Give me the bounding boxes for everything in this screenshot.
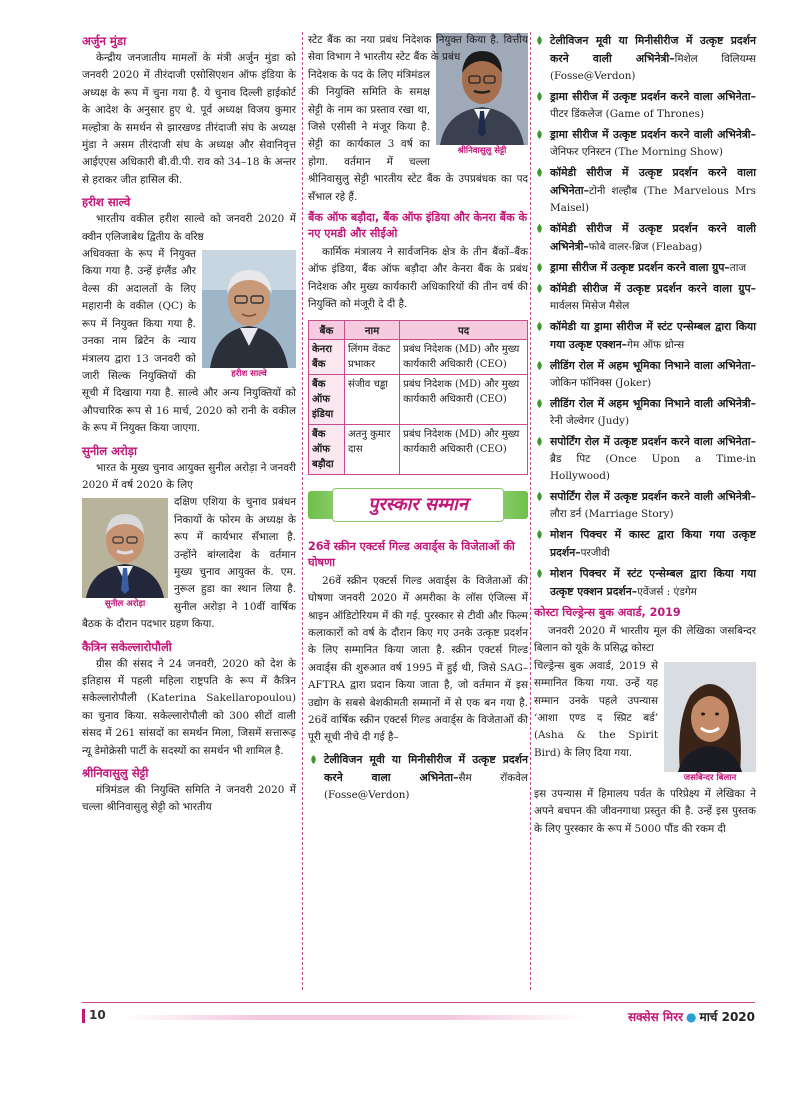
paragraph-katerina: ग्रीस की संसद ने 24 जनवरी, 2020 को देश के इतिहास में पहली महिला राष्ट्रपति के रूप में कैत्रिन सकेल्लारोपौली (Katerina Sakellaropoulou) का चुनाव किया. सकेल्लारोपौली को 300 सीटों वाली संसद में 261 सांसदों का समर्थन मिला, जिसमें सत्तारूढ़ न्यू डेमोक्रेसी पार्टी के सदस्यों का समर्थन भी शामिल है.: [82, 657, 296, 757]
leaf-bullet-icon: [535, 263, 544, 272]
cell-bank: बैंक ऑफ बड़ौदा: [309, 424, 345, 474]
portrait-sunil-arora: [82, 498, 168, 598]
heading-setty: श्रीनिवासुलु सेट्टी: [82, 766, 149, 781]
award-winner: पीटर डिंकलेज (Game of Thrones): [550, 108, 705, 120]
heading-bank-md-ceo: बैंक ऑफ बड़ौदा, बैंक ऑफ इंडिया और केनरा बैंक के नए एमडी और सीईओ: [308, 211, 528, 241]
leaf-bullet-icon: [535, 92, 544, 101]
caption-harish-salve: हरीश साल्वे: [231, 369, 267, 380]
column-header-post: पद: [400, 320, 528, 339]
list-item: [534, 488, 756, 523]
list-item: [534, 433, 756, 485]
award-category: कॉमेडी या ड्रामा सीरीज में स्टंट एन्सेम्बल द्वारा किया गया उत्कृष्ट एक्शन–: [550, 320, 756, 351]
paragraph-costa-intro: जनवरी 2020 में भारतीय मूल की लेखिका जसबिन्दर बिलान को यूके के प्रसिद्ध कोस्टा: [534, 625, 756, 655]
heading-costa-award: कोस्टा चिल्ड्रेन्स बुक अवार्ड, 2019: [534, 606, 681, 619]
award-winner: ब्रैड पिट (Once Upon a Time-in Hollywood): [550, 453, 756, 482]
page-number: [82, 1008, 106, 1023]
paragraph-setty-start: मंत्रिमंडल की नियुक्ति समिति ने जनवरी 2020 में चल्ला श्रीनिवासुलु सेट्टी को भारतीय: [82, 784, 296, 814]
cell-post: प्रबंध निदेशक (MD) और मुख्य कार्यकारी अधिकारी (CEO): [400, 339, 528, 374]
award-category: मोशन पिक्चर में कास्ट द्वारा किया गया उत्कृष्ट प्रदर्शन–: [550, 528, 756, 559]
award-winner: गेम ऑफ थ्रोन्स: [627, 339, 685, 351]
paragraph-sunil-arora-intro: भारत के मुख्य चुनाव आयुक्त सुनील अरोड़ा ने जनवरी 2020 में वर्ष 2020 के लिए: [82, 461, 296, 491]
cell-bank: बैंक ऑफ इंडिया: [309, 374, 345, 424]
leaf-bullet-icon: [535, 284, 544, 293]
award-winner: रेनी जेल्वेगर (Judy): [550, 415, 630, 427]
issue-month: मार्च 2020: [699, 1010, 755, 1024]
heading-sag-awards: 26वें स्क्रीन एक्टर्स गिल्ड अवार्ड्स के विजेताओं की घोषणा: [308, 539, 515, 569]
leaf-bullet-icon: [535, 130, 544, 139]
award-category: लीडिंग रोल में अहम भूमिका निभाने वाली अभिनेत्री–: [550, 397, 756, 410]
award-winner: जेनिफर एनिस्टन (The Morning Show): [550, 146, 723, 158]
leaf-bullet-icon: [535, 36, 544, 45]
section-banner: [308, 485, 528, 525]
banner-label: पुरस्कार सम्मान: [332, 488, 504, 522]
award-winner: मिशेल विलियम्स (Fosse@Verdon): [550, 53, 756, 82]
list-item: [308, 751, 528, 804]
table-row: [309, 424, 528, 474]
list-item: [534, 126, 756, 161]
paragraph-setty-cont-b: निदेशक के पद के लिए मंत्रिमंडल की नियुक्ति समिति के समक्ष सेट्टी के नाम का प्रस्ताव रखा था, जिसे एसीसी ने मंजूर किया है. सेट्टी का कार्यकाल 3 वर्ष का होगा. वर्तमान में चल्ला श्रीनिवासुलु सेट्टी भारतीय स्टेट बैंक के उपप्रबंधक का पद सँभाल रहे हैं.: [308, 68, 528, 203]
cell-post: प्रबंध निदेशक (MD) और मुख्य कार्यकारी अधिकारी (CEO): [400, 424, 528, 474]
award-category: कॉमेडी सीरीज में उत्कृष्ट प्रदर्शन करने वाला ग्रुप–: [550, 282, 756, 295]
paragraph-arjun-munda: केन्द्रीय जनजातीय मामलों के मंत्री अर्जुन मुंडा को जनवरी 2020 में तीरंदाजी एसोसिएशन ऑफ इंडिया के अध्यक्ष के रूप में चुना गया है. ये चुनाव दिल्ली हाईकोर्ट के आदेश के अनुसार हुए थे. पूर्व अध्यक्ष विजय कुमार मल्होत्रा के समर्थन से झारखण्ड तीरंदाजी संघ के अध्यक्ष मुंडा ने असम तीरंदाजी संघ के अध्यक्ष और सेवानिवृत्त आईएएस अधिकारी बी.वी.पी. राव को 34–18 के अन्तर से हराकर जीत हासिल की.: [82, 52, 296, 186]
award-category: ड्रामा सीरीज में उत्कृष्ट प्रदर्शन करने वाला अभिनेता–: [550, 90, 756, 103]
paragraph-bank-md-ceo: कार्मिक मंत्रालय ने सार्वजनिक क्षेत्र के तीन बैंकों–बैंक ऑफ इंडिया, बैंक ऑफ बड़ौदा और केनरा बैंक के प्रबंध निदेशक और मुख्य कार्यकारी अधिकारियों की तीन वर्ष की नियुक्ति को मंजूरी दे दी है.: [308, 246, 528, 311]
column-header-bank: बैंक: [309, 320, 345, 339]
dot-separator-icon: ●: [686, 1010, 697, 1024]
award-category: कॉमेडी सीरीज में उत्कृष्ट प्रदर्शन करने वाला अभिनेता–: [550, 166, 756, 197]
portrait-harish-salve: [202, 250, 296, 368]
cell-name: अतनु कुमार दास: [345, 424, 400, 474]
paragraph-setty-cont-a: स्टेट बैंक का नया प्रबंध निदेशक नियुक्त किया है. वित्तीय सेवा विभाग ने भारतीय स्टेट बैंक के प्रबंध: [308, 34, 528, 64]
column-divider: [302, 32, 303, 990]
list-item: [534, 395, 756, 430]
award-winner: ताज: [729, 262, 747, 274]
magazine-name: सक्सेस मिरर: [627, 1010, 684, 1024]
paragraph-harish-salve: अधिवक्ता के रूप में नियुक्त किया गया है. उन्हें इंग्लैंड और वेल्स की अदालतों के लिए महारानी के वकील (QC) के रूप में नियुक्त किया गया है. उनका नाम ब्रिटेन के न्याय मंत्रालय द्वारा 13 जनवरी को जारी सिल्क नियुक्तियों की सूची में दिखाया गया है. साल्वे और अन्य नियुक्तियों को औपचारिक रूप से 16 मार्च, 2020 को रानी के वकील के रूप में नियुक्त किया जाएगा.: [82, 248, 296, 435]
column-left: [82, 32, 296, 817]
magazine-tag: [628, 1008, 755, 1025]
caption-jasbinder-bilan: जसबिन्दर बिलान: [683, 772, 737, 783]
award-winner: टोनी शल्हौब (The Marvelous Mrs Maisel): [550, 185, 756, 214]
leaf-bullet-icon: [535, 224, 544, 233]
portrait-jasbinder-bilan: [664, 662, 756, 772]
award-category: मोशन पिक्चर में स्टंट एन्सेम्बल द्वारा किया गया उत्कृष्ट एक्शन प्रदर्शन–: [550, 567, 756, 598]
award-category: टेलीविजन मूवी या मिनीसीरीज में उत्कृष्ट प्रदर्शन करने वाला अभिनेता–: [324, 752, 528, 784]
award-category: लीडिंग रोल में अहम भूमिका निभाने वाला अभिनेता–: [550, 359, 756, 372]
award-category: सपोर्टिंग रोल में उत्कृष्ट प्रदर्शन करने वाली अभिनेत्री–: [550, 490, 756, 503]
photo-harish-salve: [202, 250, 296, 380]
photo-jasbinder-bilan: [664, 662, 756, 784]
leaf-bullet-icon: [535, 168, 544, 177]
page-number-bar: [82, 1009, 85, 1023]
paragraph-sunil-arora: दक्षिण एशिया के चुनाव प्रबंधन निकायों के फोरम के अध्यक्ष के रूप में कार्यभार सँभाला है. उन्होंने बांग्लादेश के वर्तमान मुख्य चुनाव आयुक्त के. एम. नुरूल हुडा का स्थान लिया है. सुनील अरोड़ा ने 10वीं वार्षिक बैठक के दौरान पदभार ग्रहण किया.: [82, 496, 296, 631]
award-category: टेलीविजन मूवी या मिनीसीरीज में उत्कृष्ट प्रदर्शन करने वाली अभिनेत्री–: [550, 34, 756, 65]
page-footer: [82, 1006, 755, 1028]
award-category: ड्रामा सीरीज में उत्कृष्ट प्रदर्शन करने वाला ग्रुप–: [550, 261, 730, 274]
column-right: [534, 32, 756, 838]
heading-katerina: कैत्रिन सकेल्लारोपौली: [82, 639, 172, 654]
award-list: [534, 32, 756, 601]
award-winner: मार्वलस मिसेज मैसेल: [550, 300, 630, 312]
caption-sunil-arora: सुनील अरोड़ा: [104, 599, 146, 610]
paragraph-costa-novel: इस उपन्यास में हिमालय पर्वत के परिप्रेक्ष्य में लेखिका ने अपने बचपन की जीवनगाथा प्रस्तुत की है. उन्हें इस पुस्तक के लिए पुरस्कार के रूप में 5000 पौंड की रकम दी: [534, 787, 756, 835]
list-item: [534, 259, 756, 277]
award-category: सपोर्टिंग रोल में उत्कृष्ट प्रदर्शन करने वाला अभिनेता–: [550, 435, 756, 448]
award-winner: एवेंजर्स : एंडगेम: [637, 586, 697, 598]
award-winner: सैम रॉकवेल (Fosse@Verdon): [324, 771, 528, 801]
list-item: [534, 565, 756, 601]
table-header-row: [309, 320, 528, 339]
leaf-bullet-icon: [535, 569, 544, 578]
leaf-bullet-icon: [535, 399, 544, 408]
leaf-bullet-icon: [535, 530, 544, 539]
paragraph-harish-salve-intro: भारतीय वकील हरीश साल्वे को जनवरी 2020 में क्वीन एलिजाबेथ द्वितीय के वरिष्ठ: [82, 213, 296, 243]
paragraph-sag-awards: 26वें स्क्रीन एक्टर्स गिल्ड अवार्ड्स के विजेताओं की घोषणा जनवरी 2020 में अमरीका के लॉस एंजिल्स में श्राइन ऑडिटोरियम में की गई. पुरस्कार से टीवी और फिल्म कलाकारों को वर्ष के दौरान किए गए उनके उत्कृष्ट प्रदर्शन के लिए सम्मानित किया जाता है. स्क्रीन एक्टर्स गिल्ड अवार्ड्स की शुरुआत वर्ष 1995 में हुई थी, जिसे SAG–AFTRA द्वारा प्रदान किया जाता है, जो वर्तमान में इस उद्योग के सबसे बेशकीमती सम्मानों में से एक बन गया है. 26वें वार्षिक स्क्रीन एक्टर्स गिल्ड अवार्ड्स के विजेताओं की पूरी सूची नीचे दी गई है–: [308, 574, 528, 744]
column-middle: [308, 32, 528, 807]
heading-arjun-munda: अर्जुन मुंडा: [82, 34, 127, 48]
award-category: ड्रामा सीरीज में उत्कृष्ट प्रदर्शन करने वाली अभिनेत्री–: [550, 128, 756, 141]
leaf-bullet-icon: [309, 755, 318, 764]
award-winner: लौरा डर्न (Marriage Story): [550, 508, 674, 520]
list-item: [534, 164, 756, 217]
footer-decor: [122, 1015, 585, 1020]
leaf-bullet-icon: [535, 492, 544, 501]
award-category: कॉमेडी सीरीज में उत्कृष्ट प्रदर्शन करने वाली अभिनेत्री–: [550, 222, 756, 253]
list-item: [534, 526, 756, 562]
list-item: [534, 220, 756, 256]
award-list-start: [308, 751, 528, 804]
award-winner: फोबे वालर-ब्रिज (Fleabag): [588, 241, 703, 253]
paragraph-costa-award: चिल्ड्रेन्स बुक अवार्ड, 2019 से सम्मानित किया गया. उन्हें यह सम्मान उनके पहले उपन्यास ‘आशा एण्ड द स्प्रिट बर्ड’ (Asha & the Spirit Bird) के लिए दिया गया.: [534, 659, 658, 759]
cell-post: प्रबंध निदेशक (MD) और मुख्य कार्यकारी अधिकारी (CEO): [400, 374, 528, 424]
leaf-bullet-icon: [535, 437, 544, 446]
list-item: [534, 318, 756, 354]
award-winner: परजीवी: [580, 547, 610, 559]
bank-appointments-table: [308, 320, 528, 475]
column-header-name: नाम: [345, 320, 400, 339]
leaf-bullet-icon: [535, 361, 544, 370]
list-item: [534, 32, 756, 85]
table-row: [309, 339, 528, 374]
heading-sunil-arora: सुनील अरोड़ा: [82, 443, 137, 458]
table-row: [309, 374, 528, 424]
award-winner: जोकिन फॉनिक्स (Joker): [550, 377, 652, 389]
cell-bank: केनरा बैंक: [309, 339, 345, 374]
page-number-value: 10: [89, 1008, 106, 1022]
footer-rule: [82, 1002, 755, 1003]
list-item: [534, 88, 756, 123]
list-item: [534, 280, 756, 315]
cell-name: संजीव चड्ढा: [345, 374, 400, 424]
heading-harish-salve: हरीश साल्वे: [82, 195, 131, 210]
leaf-bullet-icon: [535, 322, 544, 331]
list-item: [534, 357, 756, 392]
photo-sunil-arora: [82, 498, 168, 610]
cell-name: लिंगम वेंकट प्रभाकर: [345, 339, 400, 374]
caption-setty: श्रीनिवासुलु सेट्टी: [457, 145, 507, 156]
column-divider: [530, 32, 531, 990]
